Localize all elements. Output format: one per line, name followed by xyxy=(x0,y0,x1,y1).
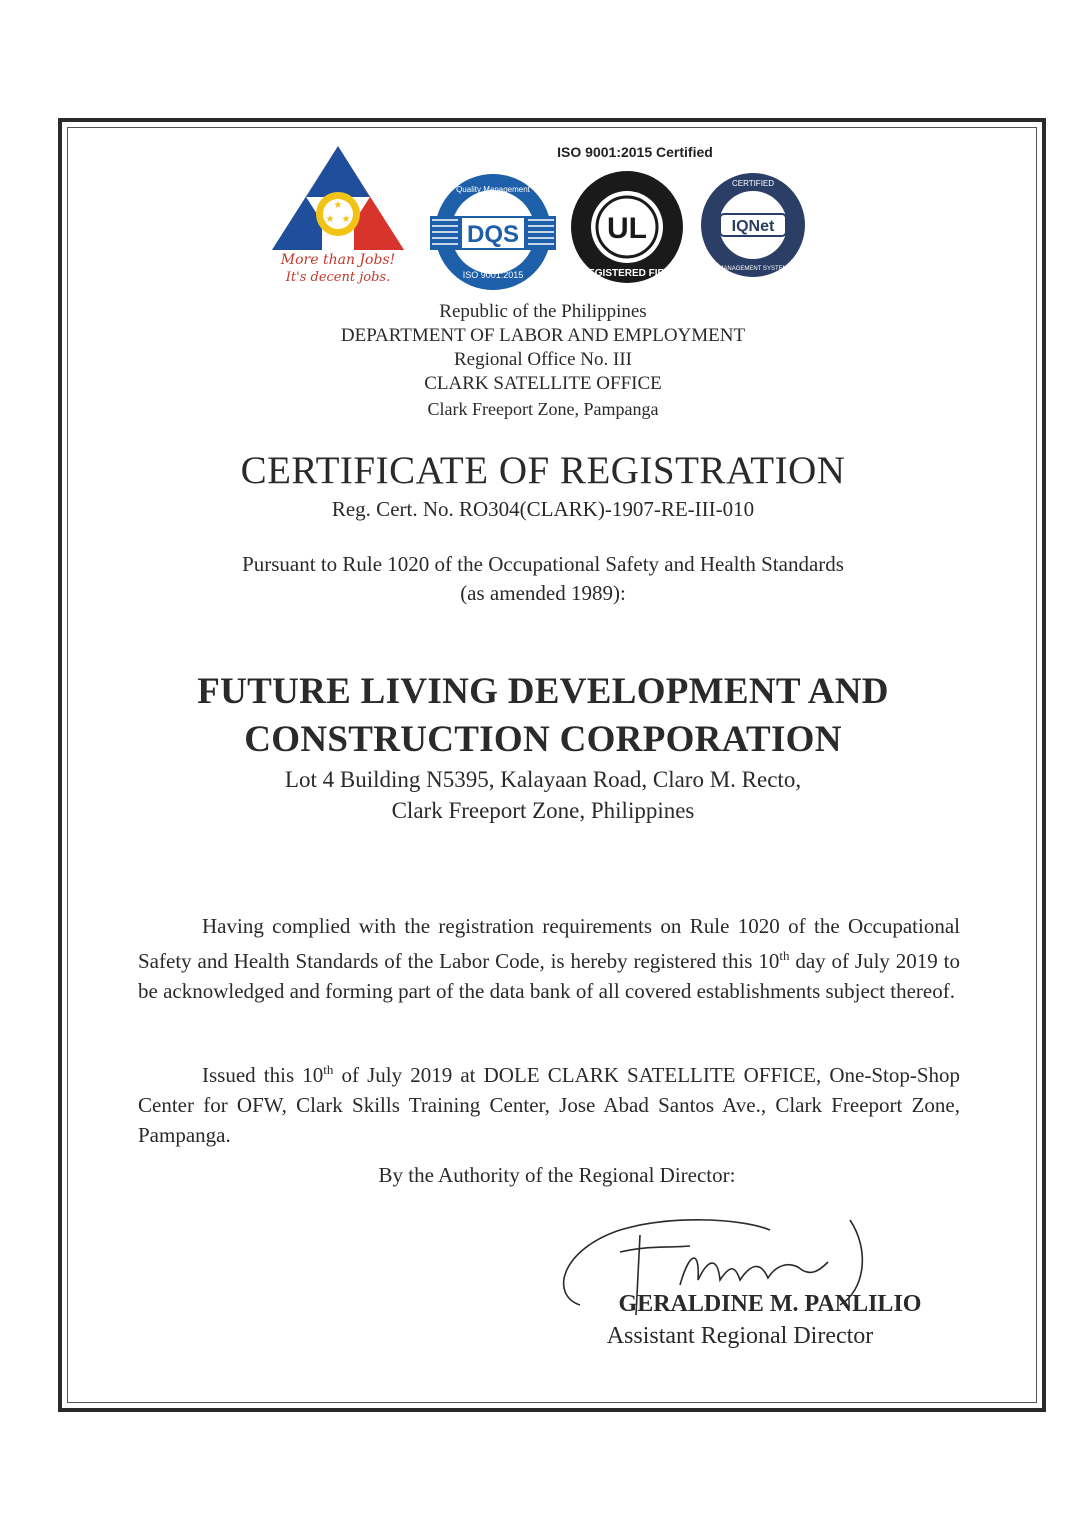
header-department: DEPARTMENT OF LABOR AND EMPLOYMENT xyxy=(340,325,746,346)
dqs-mark: DQS xyxy=(466,221,520,248)
dqs-top-text: Quality Management xyxy=(456,185,530,194)
header-republic: Republic of the Philippines xyxy=(439,301,647,322)
svg-text:★: ★ xyxy=(325,214,335,225)
issuance-paragraph xyxy=(138,1055,960,1150)
authority-statement: By the Authority of the Regional Director: xyxy=(378,1163,736,1187)
iqnet-ring-bottom: MANAGEMENT SYSTEM xyxy=(718,266,788,272)
registration-paragraph-sup: th xyxy=(779,948,790,963)
issuance-paragraph-text-a: Issued this 10 xyxy=(202,1063,324,1087)
certification-logos xyxy=(270,140,810,300)
issuance-paragraph-text-b: of July 2019 at DOLE CLARK SATELLITE OFFICE, One-Stop-Shop Center for OFW, Clark Skills Training Center, Jose Abad Santos Ave., Clark Freeport Zone, Pampanga. xyxy=(138,1063,961,1147)
header-location: Clark Freeport Zone, Pampanga xyxy=(427,399,659,419)
svg-text:★: ★ xyxy=(341,214,351,225)
ul-seal-icon xyxy=(568,168,686,286)
dqs-seal-icon xyxy=(428,170,558,295)
signatory-name: GERALDINE M. PANLILIO xyxy=(618,1291,922,1317)
company-address-line-1: Lot 4 Building N5395, Kalayaan Road, Claro M. Recto, xyxy=(284,767,802,792)
signatory-title: Assistant Regional Director xyxy=(606,1323,874,1349)
iqnet-seal-icon xyxy=(698,170,808,280)
ul-ring-text: REGISTERED FIRM xyxy=(580,268,674,279)
dole-slogan-1: More than Jobs! xyxy=(280,252,396,268)
dole-slogan-2: It's decent jobs. xyxy=(285,270,391,285)
iqnet-ring-top: CERTIFIED xyxy=(731,179,775,188)
registration-paragraph-text-b: day of July 2019 to be acknowledged and forming part of the data bank of all covered establishments subject thereof. xyxy=(138,949,960,1003)
company-name-line-1: FUTURE LIVING DEVELOPMENT AND xyxy=(197,671,889,712)
certificate-title: CERTIFICATE OF REGISTRATION xyxy=(240,449,846,492)
iqnet-mark: IQNet xyxy=(731,218,775,235)
company-address-line-2: Clark Freeport Zone, Philippines xyxy=(391,798,695,823)
svg-text:★: ★ xyxy=(333,200,343,211)
dqs-bottom-text: ISO 9001:2015 xyxy=(462,270,524,280)
iso-certified-label: ISO 9001:2015 Certified xyxy=(557,144,713,160)
issuance-paragraph-sup: th xyxy=(323,1062,334,1077)
header-regional-office: Regional Office No. III xyxy=(454,349,632,370)
header-satellite-office: CLARK SATELLITE OFFICE xyxy=(424,373,662,394)
pursuant-line-2: (as amended 1989): xyxy=(460,581,626,605)
registration-paragraph xyxy=(138,911,960,1006)
pursuant-line-1: Pursuant to Rule 1020 of the Occupational Safety and Health Standards xyxy=(242,552,844,576)
company-name-line-2: CONSTRUCTION CORPORATION xyxy=(244,719,842,760)
registration-number: Reg. Cert. No. RO304(CLARK)-1907-RE-III-010 xyxy=(331,497,755,521)
registration-paragraph-text-a: Having complied with the registration requirements on Rule 1020 of the Occupational Safety and Health Standards of the Labor Code, is hereby registered this 10 xyxy=(138,914,960,973)
ul-mark: UL xyxy=(607,212,647,245)
